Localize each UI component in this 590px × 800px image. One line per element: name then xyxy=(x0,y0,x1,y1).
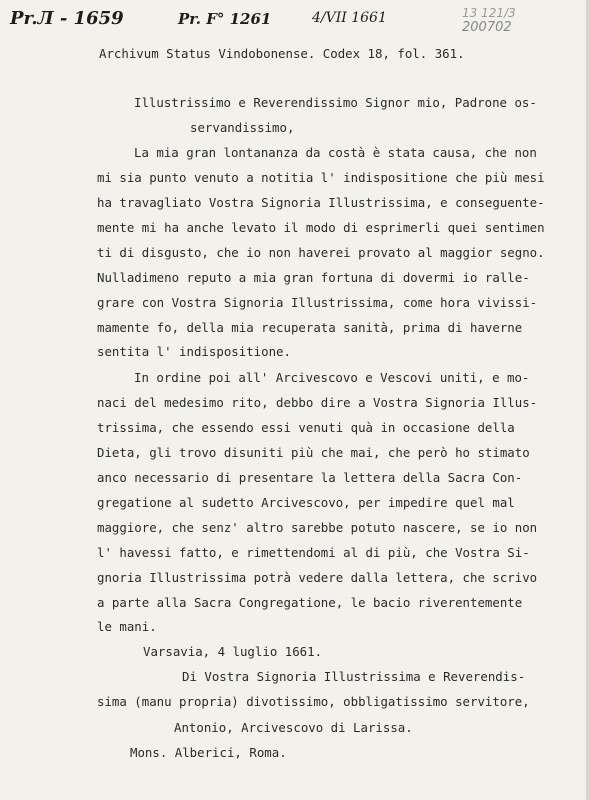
place-date: Varsavia, 4 luglio 1661. xyxy=(143,644,323,659)
archive-reference-date: 4/VII 1661 xyxy=(312,10,387,26)
paragraph-2-line: In ordine poi all' Arcivescovo e Vescovi uniti, e mo- xyxy=(134,370,530,385)
paragraph-1-line: La mia gran lontananza da costà è stata causa, che non xyxy=(134,145,537,160)
paragraph-1-line: Nulladimeno reputo a mia gran fortuna di dovermi io ralle- xyxy=(97,270,530,285)
paragraph-1-line: ti di disgusto, che io non haverei provato al maggior segno. xyxy=(97,245,545,260)
addressee: Mons. Alberici, Roma. xyxy=(130,745,287,760)
archive-header: Archivum Status Vindobonense. Codex 18, fol. 361. xyxy=(99,46,465,61)
paragraph-2-line: le mani. xyxy=(97,619,157,634)
paragraph-1-line: mi sia punto venuto a notitia l' indispositione che più mesi xyxy=(97,170,545,185)
salutation-line: Illustrissimo e Reverendissimo Signor mio, Padrone os- xyxy=(134,95,537,110)
paragraph-2-line: l' havessi fatto, e rimettendomi al di più, che Vostra Si- xyxy=(97,545,530,560)
pencil-number-1: 13 121/3 xyxy=(462,6,516,20)
paragraph-1-line: grare con Vostra Signoria Illustrissima, come hora vivissi- xyxy=(97,295,538,310)
paragraph-2-line: maggiore, che senz' altro sarebbe potuto nascere, se io non xyxy=(97,520,538,535)
paragraph-1-line: ha travagliato Vostra Signoria Illustrissima, e conseguente- xyxy=(97,195,545,210)
paragraph-2-line: gregatione al sudetto Arcivescovo, per impedire quel mal xyxy=(97,495,515,510)
page-edge xyxy=(586,0,590,800)
paragraph-2-line: naci del medesimo rito, debbo dire a Vostra Signoria Illus- xyxy=(97,395,538,410)
paragraph-2-line: trissima, che essendo essi venuti quà in occasione della xyxy=(97,420,515,435)
paragraph-1-line: mente mi ha anche levato il modo di esprimerli quei sentimen xyxy=(97,220,545,235)
paragraph-2-line: a parte alla Sacra Congregatione, le bacio riverentemente xyxy=(97,595,523,610)
archive-reference-fascicle: Pr. F° 1261 xyxy=(178,10,272,28)
closing-line: Di Vostra Signoria Illustrissima e Reverendis- xyxy=(182,669,526,684)
signature: Antonio, Arcivescovo di Larissa. xyxy=(174,720,413,735)
paragraph-1-line: mamente fo, della mia recuperata sanità, prima di haverne xyxy=(97,320,523,335)
paragraph-2-line: anco necessario di presentare la lettera della Sacra Con- xyxy=(97,470,523,485)
paragraph-1-line: sentita l' indispositione. xyxy=(97,344,291,359)
closing-line: sima (manu propria) divotissimo, obbligatissimo servitore, xyxy=(97,694,530,709)
salutation-line: servandissimo, xyxy=(190,120,295,135)
paragraph-2-line: Dieta, gli trovo disuniti più che mai, che però ho stimato xyxy=(97,445,530,460)
archive-reference-main: Pr.Л - 1659 xyxy=(10,8,124,29)
pencil-number-2: 200702 xyxy=(462,20,512,35)
paragraph-2-line: gnoria Illustrissima potrà vedere dalla lettera, che scrivo xyxy=(97,570,538,585)
